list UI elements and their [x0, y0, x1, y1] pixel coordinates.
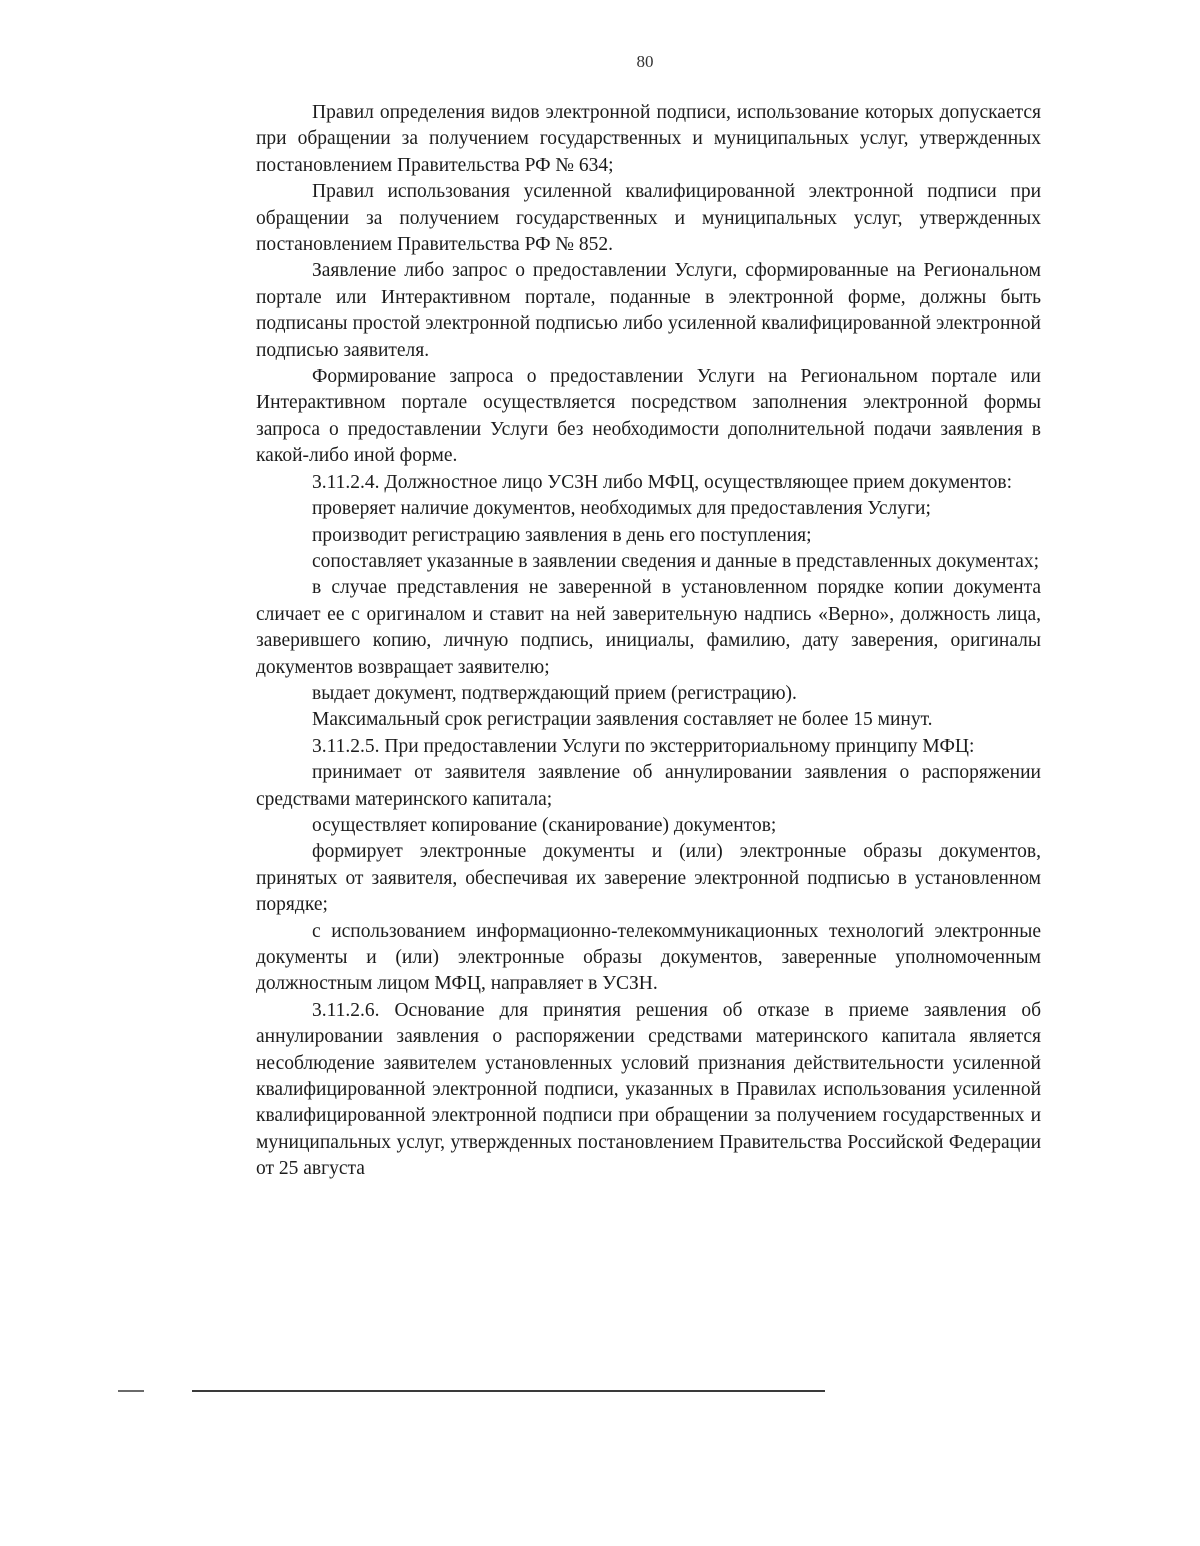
document-body: [256, 100, 1041, 1183]
paragraph: сопоставляет указанные в заявлении сведения и данные в представленных документах;: [312, 550, 1040, 572]
paragraph: 3.11.2.4. Должностное лицо УСЗН либо МФЦ, осуществляющее прием документов:: [312, 471, 1013, 493]
paragraph: Правил определения видов электронной подписи, использование которых допускается при обращении за получением государственных и муниципальных услуг, утвержденных постановлением Правительства РФ № 634;: [256, 102, 1041, 176]
paragraph: производит регистрацию заявления в день его поступления;: [312, 524, 812, 546]
paragraph: проверяет наличие документов, необходимых для предоставления Услуги;: [312, 498, 931, 520]
paragraph: с использованием информационно-телекоммуникационных технологий электронные документы и (или) электронные образы документов, заверенные уполномоченным должностным лицом МФЦ, направляет в УСЗН.: [256, 920, 1041, 995]
paragraph: выдает документ, подтверждающий прием (регистрацию).: [312, 682, 797, 704]
paragraph: Правил использования усиленной квалифицированной электронной подписи при обращении за получением государственных и муниципальных услуг, утвержденных постановлением Правительства РФ № 852.: [256, 181, 1041, 256]
paragraph: 3.11.2.6. Основание для принятия решения об отказе в приеме заявления об аннулировании заявления о распоряжении средствами материнского капитала является несоблюдение заявителем установленных условий признания действительности усиленной квалифицированной электронной подписи, указанных в Правилах использования усиленной квалифицированной электронной подписи при обращении за получением государственных и муниципальных услуг, утвержденных постановлением Правительства Российской Федерации от 25 августа: [256, 999, 1041, 1180]
paragraph: осуществляет копирование (сканирование) документов;: [312, 814, 777, 836]
paragraph: Максимальный срок регистрации заявления составляет не более 15 минут.: [312, 709, 933, 731]
footnote-divider-fragment: [118, 1390, 144, 1392]
paragraph: 3.11.2.5. При предоставлении Услуги по экстерриториальному принципу МФЦ:: [312, 735, 975, 757]
footnote-divider: [192, 1390, 825, 1392]
page-number: 80: [636, 52, 654, 71]
paragraph: Формирование запроса о предоставлении Услуги на Региональном портале или Интерактивном портале осуществляется посредством заполнения электронной формы запроса о предоставлении Услуги без необходимости дополнительной подачи заявления в какой-либо иной форме.: [256, 366, 1041, 467]
paragraph: Заявление либо запрос о предоставлении Услуги, сформированные на Региональном портале или Интерактивном портале, поданные в электронной форме, должны быть подписаны простой электронной подписью либо усиленной квалифицированной электронной подписью заявителя.: [256, 260, 1041, 361]
paragraph: в случае представления не заверенной в установленном порядке копии документа сличает ее с оригиналом и ставит на ней заверительную надпись «Верно», должность лица, заверившего копию, личную подпись, инициалы, фамилию, дату заверения, оригиналы документов возвращает заявителю;: [256, 577, 1041, 678]
paragraph: формирует электронные документы и (или) электронные образы документов, принятых от заявителя, обеспечивая их заверение электронной подписью в установленном порядке;: [256, 841, 1041, 916]
paragraph: принимает от заявителя заявление об аннулировании заявления о распоряжении средствами материнского капитала;: [256, 762, 1041, 810]
